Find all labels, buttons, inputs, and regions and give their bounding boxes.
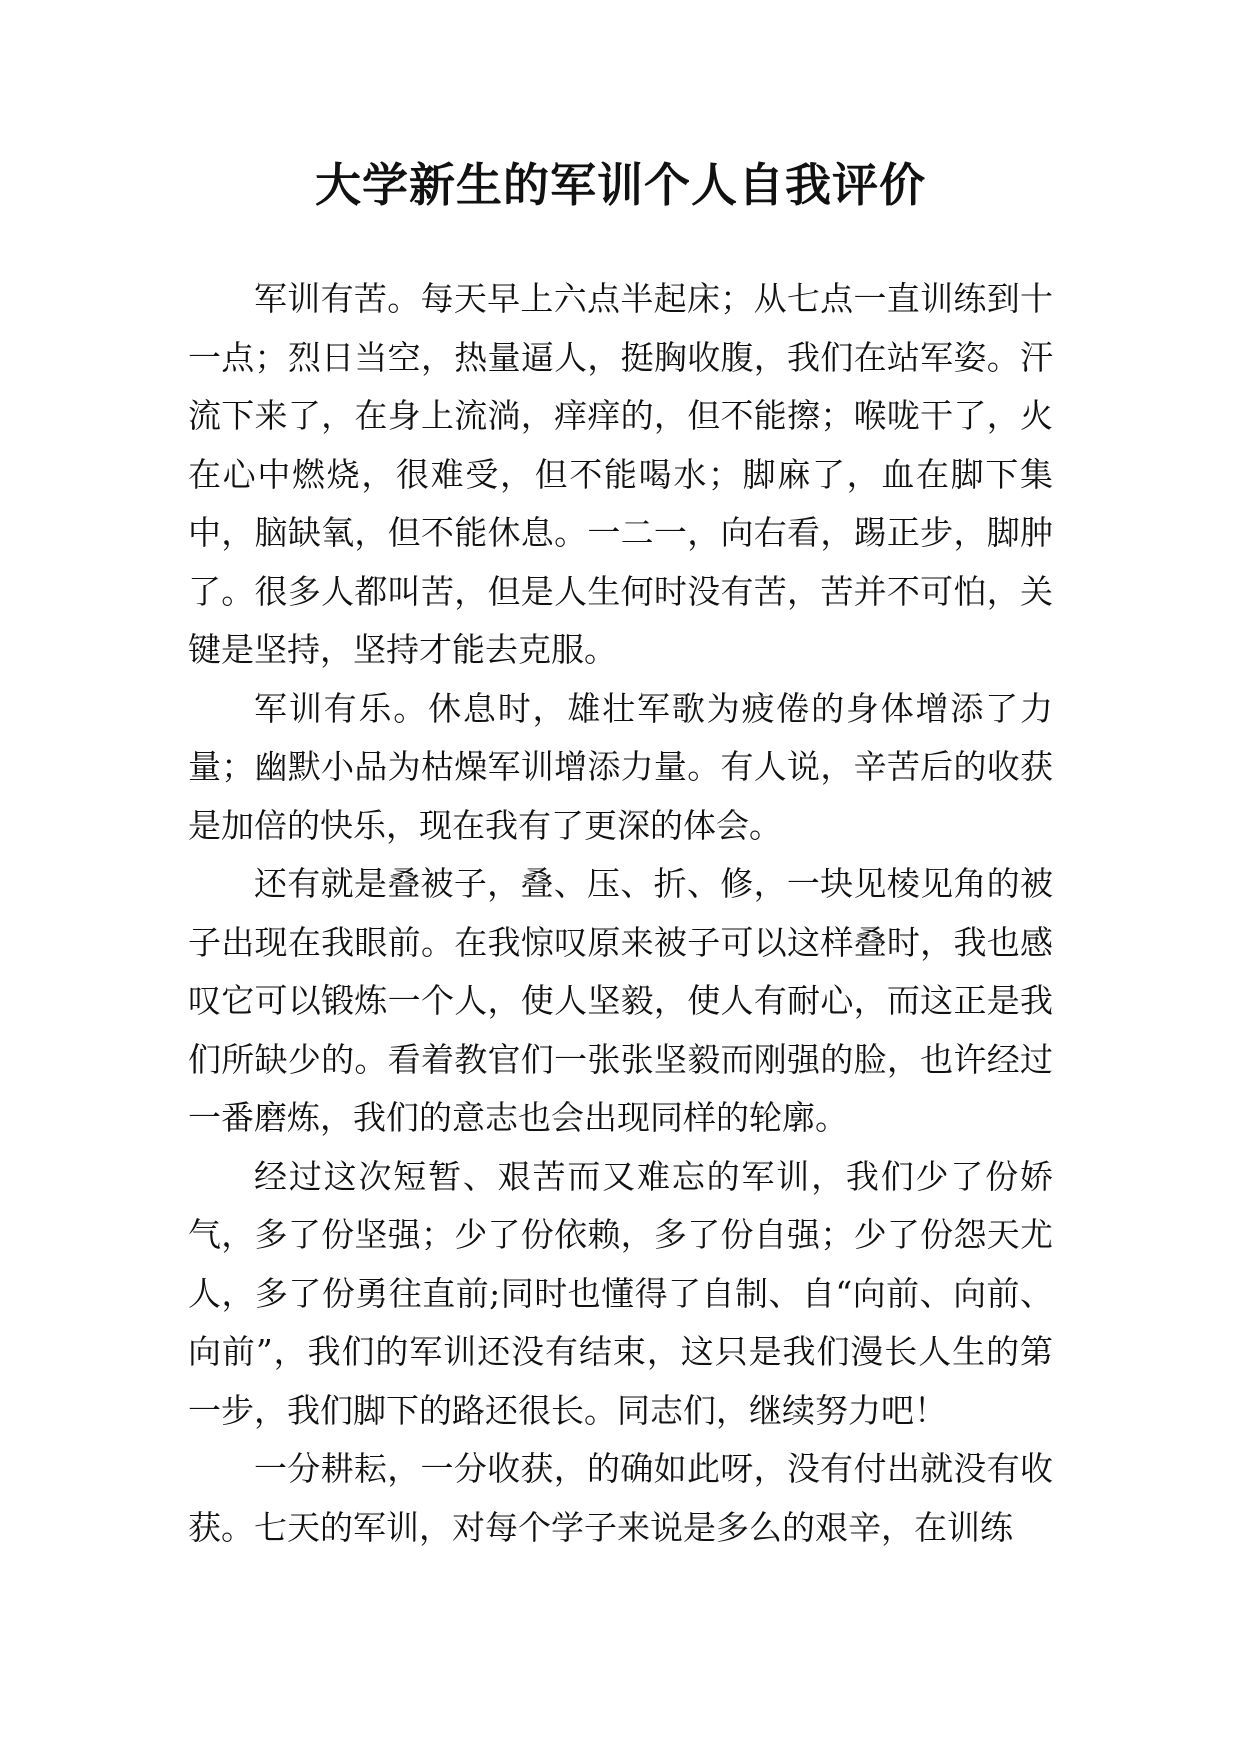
document-body [188,270,1053,1557]
paragraph: 军训有苦。每天早上六点半起床；从七点一直训练到十一点；烈日当空，热量逼人，挺胸收腹，我们在站军姿。汗流下来了，在身上流淌，痒痒的，但不能擦；喉咙干了，火在心中燃烧，很难受，但不能喝水；脚麻了，血在脚下集中，脑缺氧，但不能休息。一二一，向右看，踢正步，脚肿了。很多人都叫苦，但是人生何时没有苦，苦并不可怕，关键是坚持，坚持才能去克服。 [188,279,1053,669]
paragraph: 一分耕耘，一分收获，的确如此呀，没有付出就没有收获。七天的军训，对每个学子来说是多么的艰辛，在训练 [188,1449,1053,1547]
paragraph: 经过这次短暂、艰苦而又难忘的军训，我们少了份娇气，多了份坚强；少了份依赖，多了份自强；少了份怨天尤人，多了份勇往直前;同时也懂得了自制、自“向前、向前、向前”，我们的军训还没有结束，这只是我们漫长人生的第一步，我们脚下的路还很长。同志们，继续努力吧！ [188,1156,1053,1430]
paragraph: 军训有乐。休息时，雄壮军歌为疲倦的身体增添了力量；幽默小品为枯燥军训增添力量。有人说，辛苦后的收获是加倍的快乐，现在我有了更深的体会。 [188,688,1053,845]
document-title: 大学新生的军训个人自我评价 [315,158,926,212]
paragraph: 还有就是叠被子，叠、压、折、修，一块见棱见角的被子出现在我眼前。在我惊叹原来被子可以这样叠时，我也感叹它可以锻炼一个人，使人坚毅，使人有耐心，而这正是我们所缺少的。看着教官们一张张坚毅而刚强的脸，也许经过一番磨炼，我们的意志也会出现同样的轮廓。 [188,864,1053,1137]
